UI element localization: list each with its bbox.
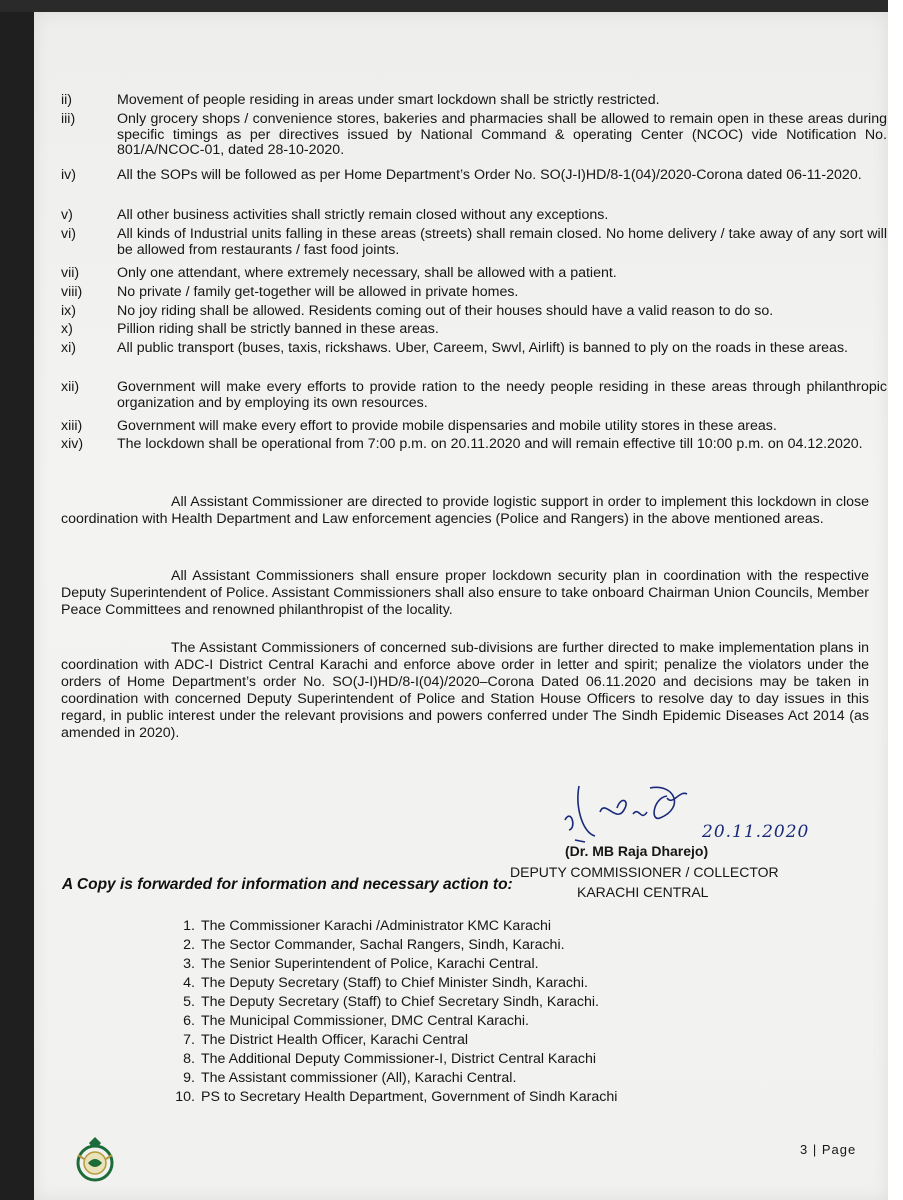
scan-right-border	[888, 0, 903, 1200]
copy-recipient: 5. The Deputy Secretary (Staff) to Chief Secretary Sindh, Karachi.	[183, 994, 599, 1010]
body-paragraph: All Assistant Commissioner are directed to provide logistic support in order to implement this lockdown in close coordination with Health Department and Law enforcement agencies (Police and Rangers) in the above mentioned areas.	[61, 494, 869, 527]
copy-recipient: 2. The Sector Commander, Sachal Rangers, Sindh, Karachi.	[183, 937, 565, 953]
copy-recipient: 4. The Deputy Secretary (Staff) to Chief Minister Sindh, Karachi.	[183, 975, 588, 991]
copy-recipient: 1. The Commissioner Karachi /Administrator KMC Karachi	[183, 918, 552, 934]
body-paragraph: All Assistant Commissioners shall ensure proper lockdown security plan in coordination with the respective Deputy Superintendent of Police. Assistant Commissioners shall also ensure to take onboard Chairman Union Councils, Member Peace Committees and renowned philanthropist of the locality.	[61, 568, 869, 618]
copy-heading: A Copy is forwarded for information and necessary action to:	[62, 876, 513, 893]
body-paragraph: The Assistant Commissioners of concerned sub-divisions are further directed to make implementation plans in coordination with ADC-I District Central Karachi and enforce above order in letter and spirit; penalize the violators under the orders of Home Department’s order No. SO(J-I)HD/8-I(04)/2020–Corona Dated 06.11.2020 and decisions may be taken in coordination with concerned Deputy Superintendent of Police and Station House Officers to resolve day to day issues in this regard, in public interest under the relevant provisions and powers conferred under The Sindh Epidemic Diseases Act 2014 (as amended in 2020).	[61, 640, 869, 741]
copy-recipient: 10. PS to Secretary Health Department, Government of Sindh Karachi	[175, 1089, 618, 1105]
copy-recipient: 7. The District Health Officer, Karachi Central	[183, 1032, 469, 1048]
government-seal-logo	[70, 1133, 120, 1183]
signatory-office: KARACHI CENTRAL	[577, 884, 709, 900]
handwritten-signature	[555, 778, 705, 848]
copy-recipient: 3. The Senior Superintendent of Police, Karachi Central.	[183, 956, 539, 972]
signature-date: 20.11.2020	[702, 822, 810, 842]
signatory-name: (Dr. MB Raja Dharejo)	[565, 843, 709, 859]
copy-recipient: 6. The Municipal Commissioner, DMC Central Karachi.	[183, 1013, 529, 1029]
copy-recipient: 9. The Assistant commissioner (All), Karachi Central.	[183, 1070, 517, 1086]
copy-recipient: 8. The Additional Deputy Commissioner-I, District Central Karachi	[183, 1051, 597, 1067]
scan-top-border	[0, 0, 903, 12]
page-number: 3 | Page	[800, 1142, 857, 1157]
signatory-title: DEPUTY COMMISSIONER / COLLECTOR	[510, 864, 779, 880]
